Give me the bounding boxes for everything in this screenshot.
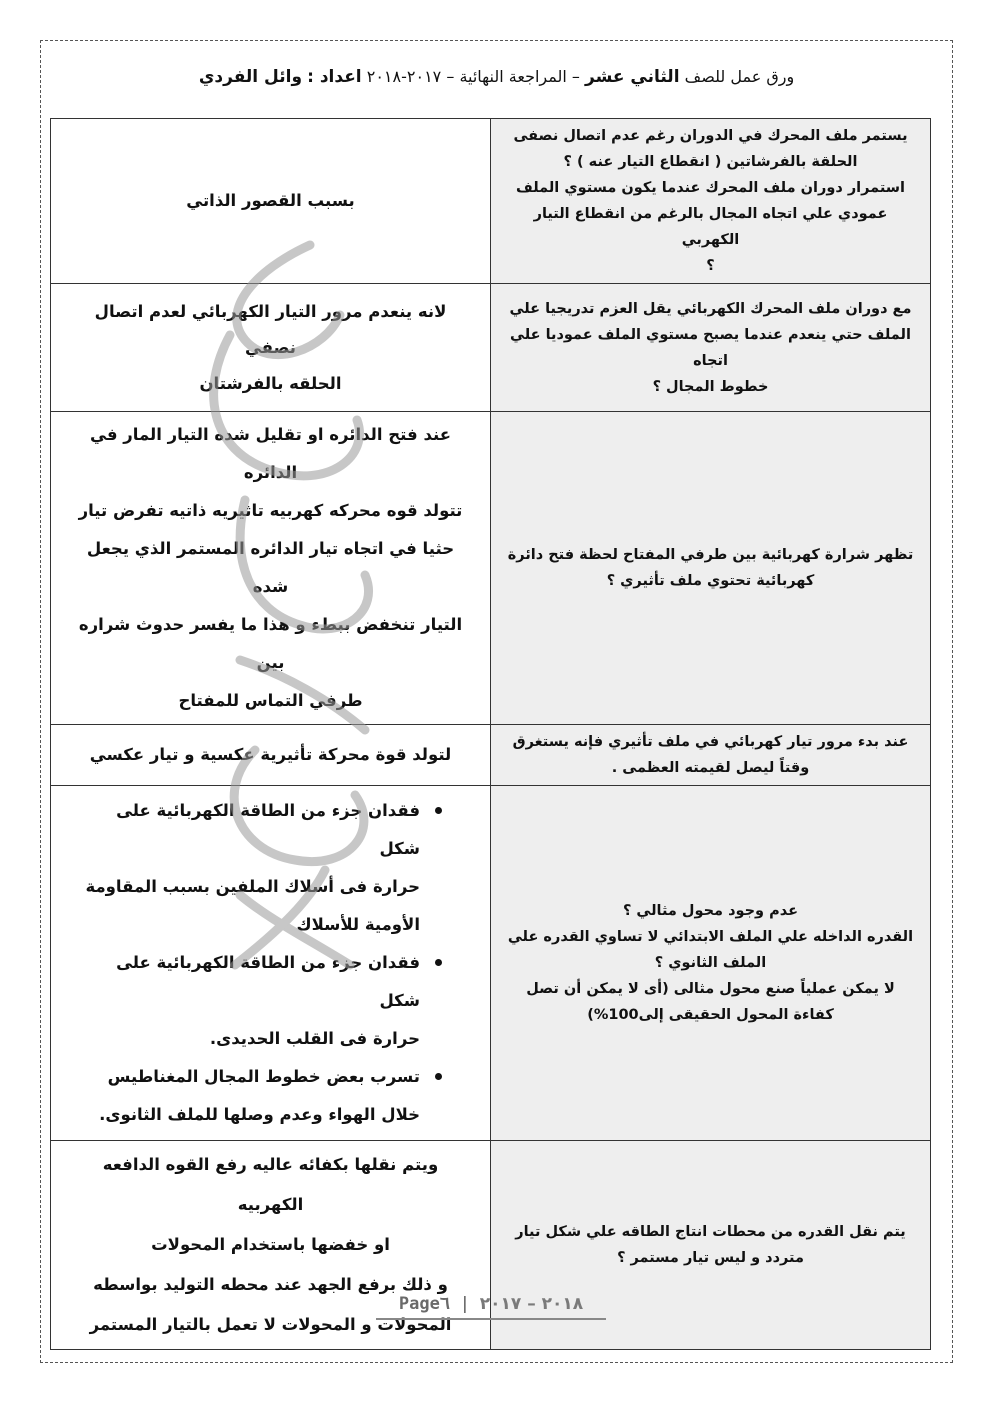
- answer-bullet-list: [81, 792, 460, 1134]
- list-item: [81, 1058, 454, 1134]
- answer-line: المحولات و المحولات لا تعمل بالتيار المستمر: [89, 1315, 452, 1334]
- question-line: مع دوران ملف المحرك الكهربائي يقل العزم تدريجيا علي: [509, 300, 912, 317]
- answer-cell: [51, 284, 491, 412]
- table-row: [51, 786, 931, 1141]
- answer-line: بسبب القصور الذاتي: [186, 191, 355, 210]
- question-line: عدم وجود محول مثالي ؟: [622, 903, 799, 919]
- answer-line: لانه ينعدم مرور التيار الكهربائي لعدم اتصال نصفي: [94, 301, 447, 357]
- answer-line: ويتم نقلها بكفائه عاليه رفع القوه الدافعه الكهربيه: [102, 1155, 439, 1214]
- header-prefix: ورق عمل للصف: [684, 67, 795, 86]
- question-line: الملف الثانوي ؟: [654, 955, 767, 971]
- answer-line: حرارة فى أسلاك الملفين بسبب المقاومة: [85, 877, 420, 896]
- answer-cell: [51, 119, 491, 284]
- question-line: الملف حتي ينعدم عندما يصبح مستوي الملف عموديا علي اتجاه: [510, 326, 911, 369]
- answer-line: خلال الهواء وعدم وصلها للملف الثانوى.: [99, 1105, 420, 1124]
- answer-line: فقدان جزء من الطاقة الكهربائية على شكل: [116, 801, 420, 858]
- question-cell: [491, 786, 931, 1141]
- question-cell: [491, 725, 931, 786]
- question-line: يستمر ملف المحرك في الدوران رغم عدم اتصال نصفى: [513, 128, 908, 144]
- question-cell: [491, 119, 931, 284]
- answer-line: فقدان جزء من الطاقة الكهربائية على شكل: [116, 953, 420, 1010]
- answer-line: الأومية للأسلاك: [296, 915, 420, 934]
- answer-line: الحلقه بالفرشتان: [199, 373, 342, 393]
- answer-line: حرارة فى القلب الحديدى.: [209, 1029, 420, 1048]
- list-item: [81, 792, 454, 944]
- answer-cell: [51, 412, 491, 725]
- qa-table: [50, 118, 931, 1350]
- header-author-label: اعداد :: [307, 67, 362, 87]
- table-row: [51, 284, 931, 412]
- header-author: وائل الفردي: [198, 67, 303, 87]
- question-line: خطوط المجال ؟: [652, 378, 769, 395]
- question-line: استمرار دوران ملف المحرك عندما يكون مستوي الملف: [515, 180, 906, 196]
- question-line: لا يمكن عملياً صنع محول مثالى (أى لا يمكن أن تصل: [526, 981, 895, 997]
- table-row: [51, 412, 931, 725]
- list-item: [81, 944, 454, 1058]
- question-cell: [491, 284, 931, 412]
- table-row: [51, 119, 931, 284]
- answer-line: تسرب بعض خطوط المجال المغناطيس: [107, 1067, 420, 1086]
- question-line: الحلقة بالفرشاتين ( انقطاع التيار عنه ) ؟: [563, 154, 858, 170]
- page-footer: [376, 1290, 606, 1320]
- answer-line: عند فتح الدائره او تقليل شده التيار المار في الدائره: [90, 425, 451, 482]
- question-line: وقتاً ليصل لقيمته العظمى .: [611, 760, 810, 776]
- answer-line: حثيا في اتجاه تيار الدائره المستمر الذي يجعل شده: [86, 539, 455, 596]
- table-row: [51, 725, 931, 786]
- answer-line: لتولد قوة محركة تأثيرية عكسية و تيار عكسي: [89, 745, 452, 764]
- question-line: يتم نقل القدره من محطات انتاج الطاقه علي شكل تيار: [515, 1224, 906, 1240]
- question-line: القدره الداخله علي الملف الابتدائي لا تساوي القدره علي: [507, 929, 914, 945]
- question-line: عمودي علي اتجاه المجال بالرغم من انقطاع التيار الكهربي: [533, 206, 888, 248]
- question-line: تظهر شرارة كهربائية بين طرفي المفتاح لحظة فتح دائرة: [507, 547, 914, 563]
- answer-cell: [51, 725, 491, 786]
- question-line: كفاءة المحول الحقيقى إلى100%): [587, 1007, 834, 1023]
- header-grade: الثاني عشر: [585, 67, 680, 87]
- question-line: كهربائية تحتوي ملف تأثيري ؟: [606, 573, 815, 589]
- answer-line: التيار تنخفض ببطء و هذا ما يفسر حدوث شراره بين: [78, 615, 463, 672]
- question-cell: [491, 412, 931, 725]
- footer-separator: |: [462, 1294, 468, 1314]
- answer-line: و ذلك برفع الجهد عند محطه التوليد بواسطه: [93, 1275, 448, 1294]
- question-line: متردد و ليس تيار مستمر ؟: [617, 1250, 804, 1266]
- answer-line: طرفي التماس للمفتاح: [178, 691, 363, 710]
- footer-page-number: Page٦: [398, 1294, 451, 1314]
- footer-years: ٢٠١٨ – ٢٠١٧: [479, 1294, 584, 1314]
- answer-line: او خفضها باستخدام المحولات: [151, 1235, 390, 1254]
- question-line: عند بدء مرور تيار كهربائي في ملف تأثيري فإنه يستغرق: [512, 734, 909, 750]
- header-middle: – المراجعة النهائية – ٢٠١٧-٢٠١٨: [366, 67, 580, 86]
- question-line: ؟: [706, 258, 715, 274]
- answer-cell: [51, 786, 491, 1141]
- answer-line: تتولد قوه محركه كهربيه تاثيريه ذاتيه تفرض تيار: [78, 501, 463, 520]
- worksheet-header: [60, 62, 933, 92]
